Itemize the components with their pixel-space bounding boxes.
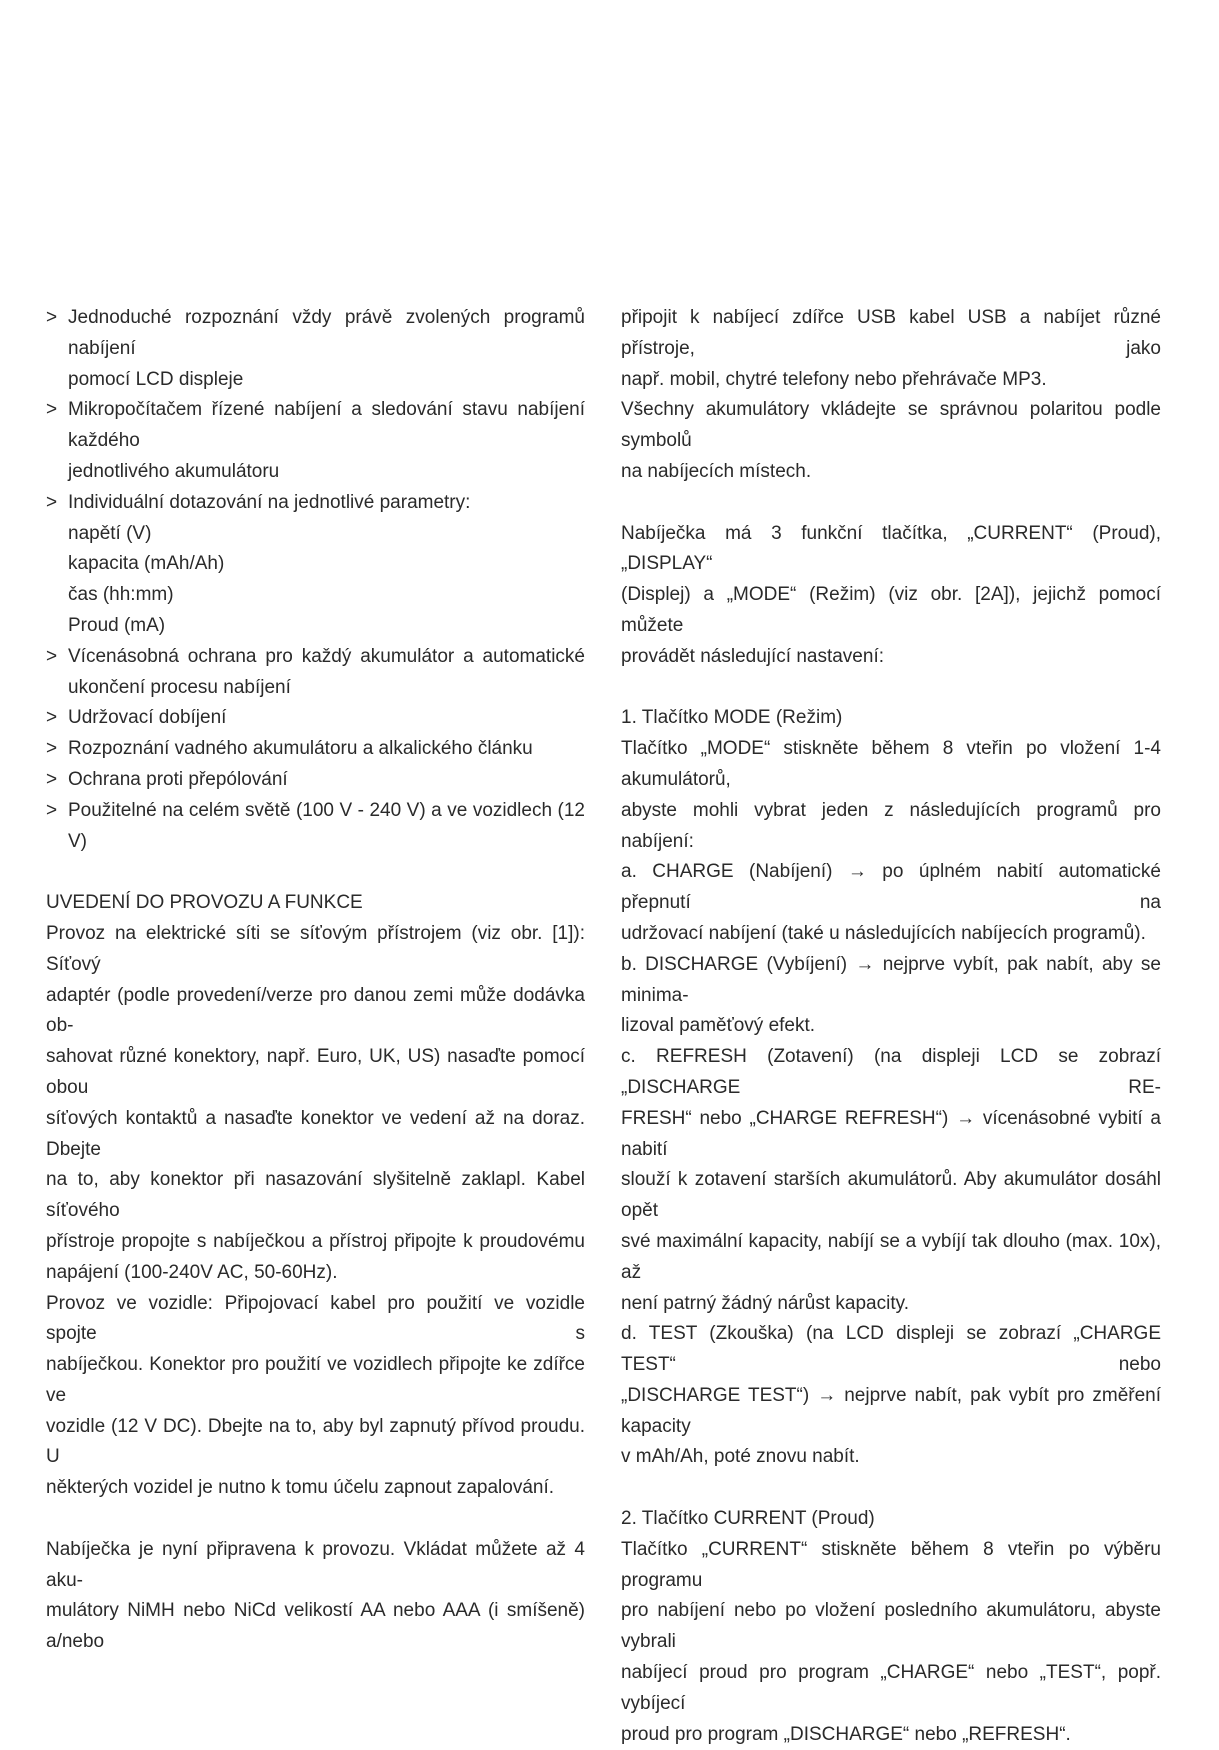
bullet-mark: > xyxy=(46,738,58,760)
section-heading: UVEDENÍ DO PROVOZU A FUNKCE xyxy=(46,892,363,914)
bullet-mark: > xyxy=(46,399,58,421)
paragraph-line: d. TEST (Zkouška) (na LCD displeji se zobrazí „CHARGE TEST“ nebo xyxy=(621,1323,1161,1376)
paragraph-line: napájení (100-240V AC, 50-60Hz). xyxy=(46,1261,338,1283)
paragraph-line: FRESH“ nebo „CHARGE REFRESH“) → vícenásobné vybití a nabití xyxy=(621,1107,1161,1160)
paragraph-line: na to, aby konektor při nasazování slyšitelně zaklapl. Kabel síťového xyxy=(46,1169,585,1222)
paragraph-line: není patrný žádný nárůst kapacity. xyxy=(621,1292,909,1314)
feature-item xyxy=(46,796,585,858)
parameter-item: Proud (mA) xyxy=(68,614,166,636)
current-heading: 2. Tlačítko CURRENT (Proud) xyxy=(621,1508,875,1530)
paragraph-line: např. mobil, chytré telefony nebo přehrávače MP3. xyxy=(621,368,1047,390)
paragraph-line: lizoval paměťový efekt. xyxy=(621,1015,816,1037)
mode-paragraph xyxy=(621,734,1161,1473)
paragraph-line: připojit k nabíjecí zdířce USB kabel USB a nabíjet různé přístroje, jako xyxy=(621,307,1161,359)
paragraph-line: Provoz ve vozidle: Připojovací kabel pro použití ve vozidle spojte s xyxy=(46,1292,585,1345)
feature-text: Vícenásobná ochrana pro každý akumulátor a automatické xyxy=(68,645,585,667)
bullet-mark: > xyxy=(46,645,58,667)
polarity-paragraph xyxy=(621,395,1161,487)
feature-text: Ochrana proti přepólování xyxy=(68,768,288,790)
feature-text: Použitelné na celém světě (100 V - 240 V) a ve vozidlech (12 V) xyxy=(68,799,585,852)
paragraph-line: síťových kontaktů a nasaďte konektor ve vedení až na doraz. Dbejte xyxy=(46,1107,585,1160)
paragraph-line: provádět následující nastavení: xyxy=(621,645,885,667)
usb-paragraph xyxy=(621,303,1161,395)
paragraph-line: Nabíječka je nyní připravena k provozu. Vkládat můžete až 4 aku- xyxy=(46,1538,585,1591)
parameter-item: čas (hh:mm) xyxy=(68,584,174,606)
feature-item xyxy=(46,303,585,395)
bullet-mark: > xyxy=(46,768,58,790)
paragraph-line: na nabíjecích místech. xyxy=(621,460,812,482)
bullet-mark: > xyxy=(46,799,58,821)
ready-paragraph xyxy=(46,1535,585,1658)
feature-item xyxy=(46,395,585,487)
feature-item xyxy=(46,734,585,765)
parameter-item: napětí (V) xyxy=(68,522,152,544)
feature-item xyxy=(46,703,585,734)
feature-text: Udržovací dobíjení xyxy=(68,707,227,729)
mode-heading: 1. Tlačítko MODE (Režim) xyxy=(621,707,843,729)
feature-text: Jednoduché rozpoznání vždy právě zvolených programů nabíjení xyxy=(68,307,585,359)
vehicle-paragraph xyxy=(46,1289,585,1505)
feature-item xyxy=(46,765,585,796)
paragraph-line: přístroje propojte s nabíječkou a přístroj připojte k proudovému xyxy=(46,1230,585,1252)
parameter-list xyxy=(46,519,585,642)
bullet-mark: > xyxy=(46,707,58,729)
paragraph-line: „DISCHARGE TEST“) → nejprve nabít, pak vybít pro změření kapacity xyxy=(621,1384,1161,1437)
paragraph-line: sahovat různé konektory, např. Euro, UK, US) nasaďte pomocí obou xyxy=(46,1046,585,1098)
paragraph-line: své maximální kapacity, nabíjí se a vybíjí tak dlouho (max. 10x), až xyxy=(621,1230,1161,1283)
feature-text: pomocí LCD displeje xyxy=(68,368,244,390)
feature-text: Rozpoznání vadného akumulátoru a alkalického článku xyxy=(68,738,533,760)
bullet-mark: > xyxy=(46,491,58,513)
feature-text: ukončení procesu nabíjení xyxy=(68,676,291,698)
paragraph-line: slouží k zotavení starších akumulátorů. Aby akumulátor dosáhl opět xyxy=(621,1169,1161,1222)
paragraph-line: b. DISCHARGE (Vybíjení) → nejprve vybít, pak nabít, aby se minima- xyxy=(621,953,1161,1006)
paragraph-line: a. CHARGE (Nabíjení) → po úplném nabití automatické přepnutí na xyxy=(621,861,1161,914)
parameter-item: kapacita (mAh/Ah) xyxy=(68,553,225,575)
paragraph-line: proud pro program „DISCHARGE“ nebo „REFRESH“. xyxy=(621,1723,1071,1745)
paragraph-line: Všechny akumulátory vkládejte se správnou polaritou podle symbolů xyxy=(621,399,1161,452)
paragraph-line: (Displej) a „MODE“ (Režim) (viz obr. [2A]), jejichž pomocí můžete xyxy=(621,584,1161,636)
paragraph-line: pro nabíjení nebo po vložení posledního akumulátoru, abyste vybrali xyxy=(621,1600,1161,1653)
paragraph-line: adaptér (podle provedení/verze pro danou zemi může dodávka ob- xyxy=(46,984,585,1037)
paragraph-line: nabíjecí proud pro program „CHARGE“ nebo „TEST“, popř. vybíjecí xyxy=(621,1662,1161,1714)
right-column xyxy=(621,303,1161,1750)
paragraph-line: mulátory NiMH nebo NiCd velikostí AA nebo AAA (i smíšeně) a/nebo xyxy=(46,1600,585,1653)
paragraph-line: abyste mohli vybrat jeden z následujících programů pro nabíjení: xyxy=(621,799,1161,852)
feature-item xyxy=(46,642,585,704)
left-column xyxy=(46,303,585,1658)
paragraph-line: Nabíječka má 3 funkční tlačítka, „CURRENT“ (Proud), „DISPLAY“ xyxy=(621,522,1161,575)
feature-item xyxy=(46,488,585,519)
bullet-mark: > xyxy=(46,307,58,328)
paragraph-line: některých vozidel je nutno k tomu účelu zapnout zapalování. xyxy=(46,1477,555,1499)
buttons-paragraph xyxy=(621,519,1161,673)
current-paragraph xyxy=(621,1535,1161,1750)
paragraph-line: Tlačítko „CURRENT“ stiskněte během 8 vteřin po výběru programu xyxy=(621,1538,1161,1591)
feature-text: Mikropočítačem řízené nabíjení a sledování stavu nabíjení každého xyxy=(68,399,585,452)
paragraph-line: Provoz na elektrické síti se síťovým přístrojem (viz obr. [1]): Síťový xyxy=(46,922,585,975)
mains-paragraph xyxy=(46,919,585,1289)
feature-text: jednotlivého akumulátoru xyxy=(68,460,280,482)
feature-list xyxy=(46,303,585,857)
feature-text: Individuální dotazování na jednotlivé parametry: xyxy=(68,491,471,513)
paragraph-line: c. REFRESH (Zotavení) (na displeji LCD se zobrazí „DISCHARGE RE- xyxy=(621,1046,1161,1098)
paragraph-line: udržovací nabíjení (také u následujících nabíjecích programů). xyxy=(621,922,1146,944)
paragraph-line: v mAh/Ah, poté znovu nabít. xyxy=(621,1446,860,1468)
paragraph-line: vozidle (12 V DC). Dbejte na to, aby byl zapnutý přívod proudu. U xyxy=(46,1415,585,1468)
paragraph-line: nabíječkou. Konektor pro použití ve vozidlech připojte ke zdířce ve xyxy=(46,1354,585,1406)
paragraph-line: Tlačítko „MODE“ stiskněte během 8 vteřin po vložení 1-4 akumulátorů, xyxy=(621,738,1161,790)
